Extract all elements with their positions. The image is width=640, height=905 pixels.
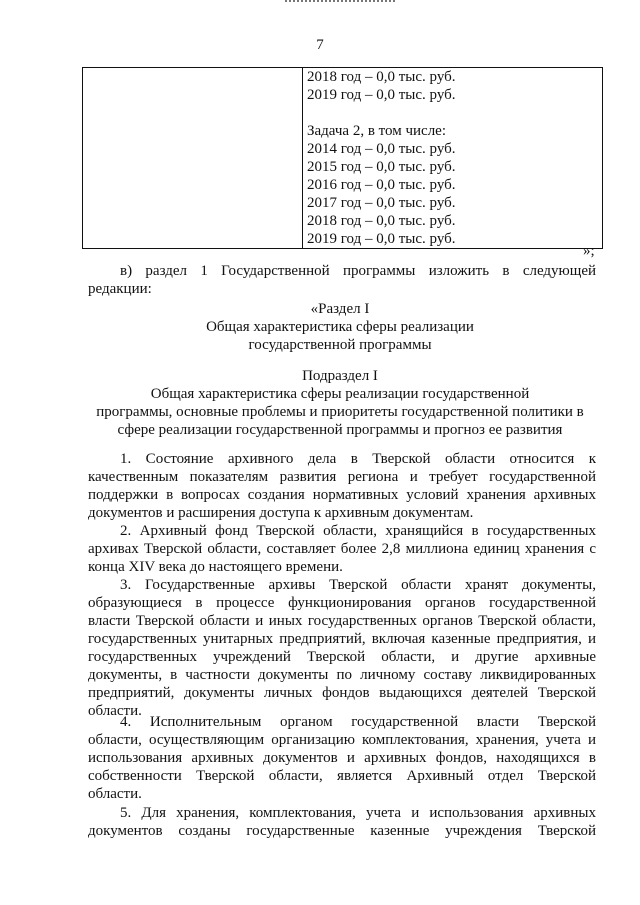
- text-line: архивах Тверской области, составляет более 2,8 миллиона единиц хранения с: [88, 541, 596, 557]
- paragraph-2: [88, 522, 596, 576]
- text-line: поддержки в вопросах создания нормативных условий хранения архивных: [88, 487, 596, 503]
- table-cell-values: [303, 68, 603, 249]
- budget-line: 2018 год – 0,0 тыс. руб.: [307, 213, 456, 229]
- text-line: 1. Состояние архивного дела в Тверской области относится к: [120, 451, 596, 467]
- paragraph-3: [88, 576, 596, 720]
- text-line: редакции:: [88, 281, 152, 297]
- subsection-title: Подраздел I: [302, 368, 378, 384]
- text-line: образующиеся в процессе функционирования органов государственной: [88, 595, 596, 611]
- section-title: «Раздел I: [310, 301, 370, 317]
- paragraph-5: [88, 804, 596, 840]
- intro-paragraph: [88, 262, 596, 298]
- text-line: документов созданы государственные казенные учреждения Тверской: [88, 823, 596, 839]
- scan-edge-mark: [285, 0, 395, 6]
- text-line: области.: [88, 703, 142, 719]
- text-line: власти Тверской области и иных государственных органов Тверской области,: [88, 613, 596, 629]
- table-row: [83, 68, 603, 249]
- budget-line: 2018 год – 0,0 тыс. руб.: [307, 69, 456, 85]
- text-line: конца XIV века до настоящего времени.: [88, 559, 343, 575]
- paragraph-1: [88, 450, 596, 522]
- paragraph-4: [88, 713, 596, 803]
- text-line: 5. Для хранения, комплектования, учета и использования архивных: [120, 805, 596, 821]
- subsection-heading: [70, 367, 610, 439]
- budget-line: 2019 год – 0,0 тыс. руб.: [307, 231, 456, 247]
- subsection-line: Общая характеристика сферы реализации государственной: [150, 386, 530, 402]
- subsection-line: программы, основные проблемы и приоритеты государственной политики в: [96, 404, 584, 420]
- section-heading: [70, 300, 610, 354]
- budget-table: [82, 67, 603, 249]
- text-line: области.: [88, 786, 142, 802]
- subsection-line: сфере реализации государственной программы и прогноз ее развития: [117, 422, 563, 438]
- text-line: предприятий, документы личных фондов выдающихся деятелей Тверской: [88, 685, 596, 701]
- text-line: собственности Тверской области, является Архивный отдел Тверской: [88, 768, 596, 784]
- text-line: в) раздел 1 Государственной программы изложить в следующей: [120, 263, 596, 279]
- text-line: качественным показателям развития региона и требует государственной: [88, 469, 596, 485]
- text-line: государственных учреждений Тверской области, и другие архивные: [88, 649, 596, 665]
- budget-line-blank: [307, 104, 602, 122]
- text-line: 3. Государственные архивы Тверской области хранят документы,: [120, 577, 596, 593]
- closing-quote-mark: »;: [583, 243, 595, 259]
- text-line: использования архивных документов и архивных фондов, находящихся в: [88, 750, 596, 766]
- text-line: области, осуществляющим организацию комплектования, хранения, учета и: [88, 732, 596, 748]
- text-line: 4. Исполнительным органом государственной власти Тверской: [120, 714, 596, 730]
- section-subtitle: Общая характеристика сферы реализации: [206, 319, 474, 335]
- section-subtitle: государственной программы: [248, 337, 432, 353]
- budget-line: 2015 год – 0,0 тыс. руб.: [307, 159, 456, 175]
- text-line: государственных унитарных предприятий, включая казенные предприятия, и: [88, 631, 596, 647]
- text-line: документы, в частности документы по личному составу ликвидированных: [88, 667, 596, 683]
- text-line: документов и расширения доступа к архивным документам.: [88, 505, 474, 521]
- text-line: 2. Архивный фонд Тверской области, хранящийся в государственных: [120, 523, 596, 539]
- page-number: 7: [316, 37, 324, 53]
- budget-line: 2019 год – 0,0 тыс. руб.: [307, 87, 456, 103]
- budget-line: 2017 год – 0,0 тыс. руб.: [307, 195, 456, 211]
- budget-line: 2016 год – 0,0 тыс. руб.: [307, 177, 456, 193]
- budget-line: 2014 год – 0,0 тыс. руб.: [307, 141, 456, 157]
- budget-line: Задача 2, в том числе:: [307, 123, 446, 139]
- table-cell-empty: [83, 68, 303, 249]
